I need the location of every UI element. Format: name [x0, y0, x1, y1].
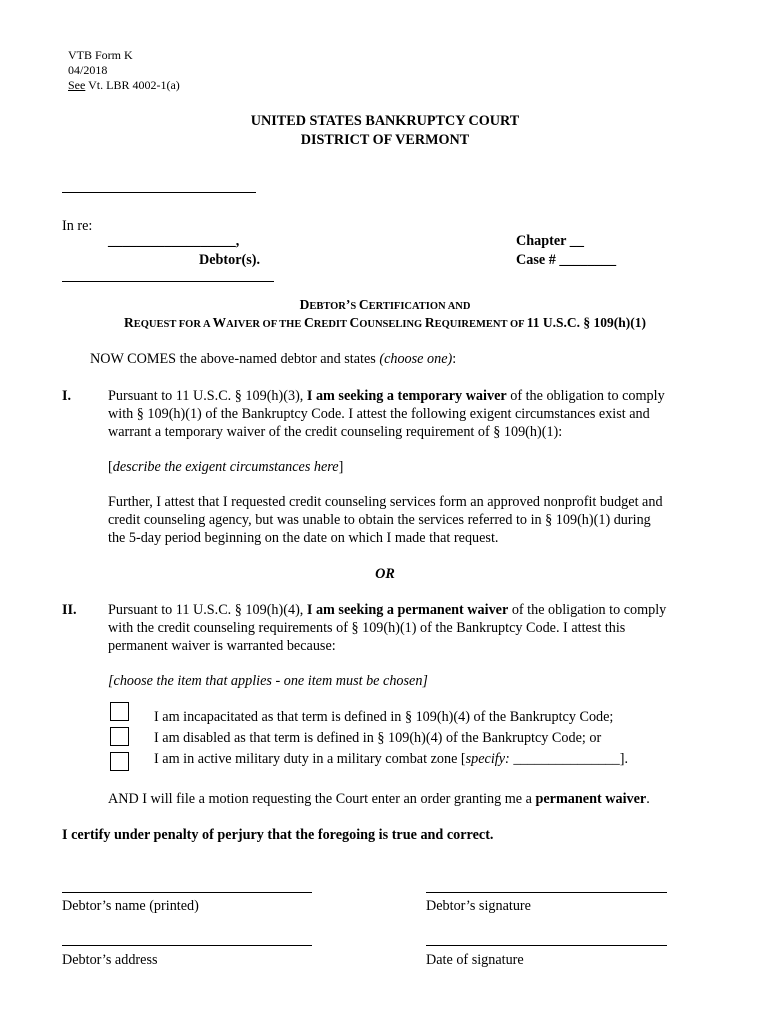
- or-divider: OR: [375, 566, 395, 582]
- title-seg: 11 U.S.C. § 109(h)(1): [526, 315, 647, 330]
- address-line[interactable]: [62, 945, 312, 946]
- court-district: DISTRICT OF VERMONT: [300, 132, 470, 148]
- option-disabled: I am disabled as that term is defined in § 109(h)(4) of the Bankruptcy Code; or: [154, 730, 602, 746]
- title-seg: EBTOR: [309, 301, 346, 312]
- section-1-para-2-line-1: Further, I attest that I requested credit counseling services form an approved nonprofit budget and: [108, 494, 663, 510]
- section-2-line-2: with the credit counseling requirements of § 109(h)(1) of the Bankruptcy Code. I attest this: [108, 620, 626, 636]
- date-of-signature-label: Date of signature: [426, 952, 524, 968]
- case-number-field[interactable]: Case # ________: [516, 252, 617, 268]
- in-re-label: In re:: [62, 218, 93, 234]
- section-1-para-2-line-3: the 5-day period beginning on the date on which I made that request.: [108, 530, 499, 546]
- option-military-text: I am in active military duty in a military combat zone [: [154, 751, 466, 767]
- title-seg: ERTIFICATION AND: [368, 301, 471, 312]
- form-reference: [68, 78, 180, 93]
- choose-item-note: [choose the item that applies - one item must be chosen]: [108, 673, 428, 689]
- date-line[interactable]: [426, 945, 667, 946]
- see-word: See: [68, 78, 86, 92]
- title-seg: C: [349, 315, 360, 330]
- signature-line[interactable]: [426, 892, 667, 893]
- title-seg: R: [123, 315, 134, 330]
- title-seg: REDIT: [313, 319, 350, 330]
- s2-l1-b: I am seeking a permanent waiver: [306, 602, 509, 618]
- title-seg: OUNSELING: [359, 319, 425, 330]
- s2-l1-c: of the obligation to comply: [508, 602, 667, 618]
- title-seg: EQUEST FOR A: [133, 319, 213, 330]
- title-line-2: [0, 314, 770, 334]
- title-seg: W: [212, 315, 227, 330]
- motion-statement: [108, 790, 650, 808]
- bracket-open: [: [108, 459, 113, 475]
- option-military: [154, 750, 628, 768]
- perjury-certification: I certify under penalty of perjury that the foregoing is true and correct.: [62, 827, 494, 843]
- section-2-numeral: II.: [62, 602, 77, 618]
- intro-main: NOW COMES the above-named debtor and states: [90, 351, 380, 367]
- caption-top-rule: [62, 192, 256, 193]
- s1-l1-b: I am seeking a temporary waiver: [306, 388, 507, 404]
- section-2-line-1: [108, 601, 666, 619]
- debtor-name-blank[interactable]: __________________,: [108, 233, 240, 249]
- section-2-line-3: permanent waiver is warranted because:: [108, 638, 336, 654]
- title-seg: R: [424, 315, 435, 330]
- title-seg: AIVER OF THE: [226, 319, 304, 330]
- specify-blank[interactable]: _______________].: [509, 751, 628, 767]
- title-seg: EQUIREMENT OF: [434, 319, 527, 330]
- debtor-address-label: Debtor’s address: [62, 952, 158, 968]
- title-seg: S: [350, 301, 359, 312]
- debtors-label: Debtor(s).: [199, 252, 261, 268]
- describe-placeholder: describe the exigent circumstances here: [112, 459, 339, 475]
- chapter-field[interactable]: Chapter __: [516, 233, 584, 249]
- military-duty-checkbox[interactable]: [110, 752, 129, 771]
- s1-l1-a: Pursuant to 11 U.S.C. § 109(h)(3),: [108, 388, 307, 404]
- title-seg: D: [299, 297, 310, 312]
- exigent-circumstances-field[interactable]: [108, 458, 343, 476]
- bracket-close: ]: [338, 459, 344, 475]
- title-seg: C: [303, 315, 314, 330]
- name-line[interactable]: [62, 892, 312, 893]
- form-date: 04/2018: [68, 63, 108, 77]
- debtor-signature-label: Debtor’s signature: [426, 898, 531, 914]
- reference-text: Vt. LBR 4002-1(a): [85, 78, 180, 92]
- title-seg: C: [358, 297, 369, 312]
- title-line-1: [0, 296, 770, 316]
- motion-b: permanent waiver: [535, 791, 647, 807]
- specify-label: specify:: [465, 751, 510, 767]
- intro-colon: :: [452, 351, 457, 367]
- section-1-line-3: warrant a temporary waiver of the credit counseling requirement of § 109(h)(1):: [108, 424, 563, 440]
- section-1-line-2: with § 109(h)(1) of the Bankruptcy Code. I attest the following exigent circumstances exist and: [108, 406, 650, 422]
- section-1-numeral: I.: [62, 388, 72, 404]
- form-name: VTB Form K: [68, 48, 133, 62]
- s1-l1-c: of the obligation to comply: [506, 388, 665, 404]
- s2-l1-a: Pursuant to 11 U.S.C. § 109(h)(4),: [108, 602, 307, 618]
- motion-c: .: [646, 791, 650, 807]
- title-seg: ’: [345, 297, 351, 312]
- disabled-checkbox[interactable]: [110, 727, 129, 746]
- incapacitated-checkbox[interactable]: [110, 702, 129, 721]
- intro-choose: (choose one): [379, 351, 453, 367]
- section-1-line-1: [108, 387, 665, 405]
- caption-bottom-rule: [62, 281, 274, 282]
- court-name: UNITED STATES BANKRUPTCY COURT: [250, 113, 520, 129]
- section-1-para-2-line-2: credit counseling agency, but was unable to obtain the services referred to in § 109(h)(1) during: [108, 512, 651, 528]
- intro-text: [90, 350, 456, 368]
- option-incapacitated: I am incapacitated as that term is defined in § 109(h)(4) of the Bankruptcy Code;: [154, 709, 614, 725]
- debtor-name-label: Debtor’s name (printed): [62, 898, 199, 914]
- motion-a: AND I will file a motion requesting the Court enter an order granting me a: [108, 791, 536, 807]
